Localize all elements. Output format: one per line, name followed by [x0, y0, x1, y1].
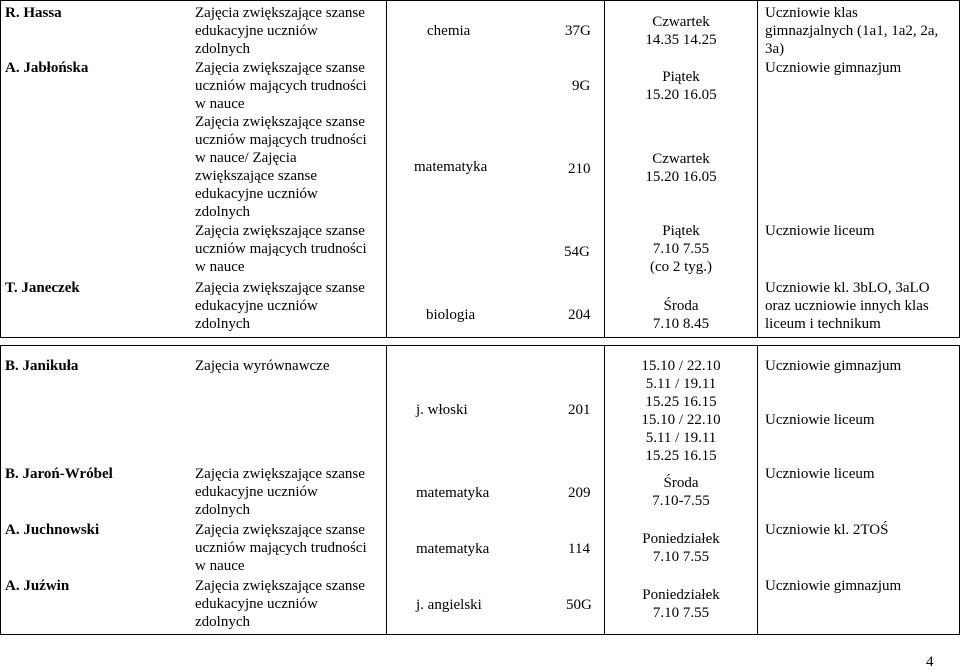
- subject: chemia: [427, 23, 471, 39]
- teacher-name: A. Jabłońska: [5, 60, 89, 76]
- activity-line: zdolnych: [195, 614, 250, 630]
- activity-line: Zajęcia zwiększające szanse: [195, 466, 365, 482]
- col-divider-7: [386, 345, 387, 634]
- activity-line: edukacyjne uczniów: [195, 484, 318, 500]
- activity-line: Zajęcia zwiększające szanse: [195, 60, 365, 76]
- subject: j. angielski: [416, 597, 482, 613]
- activity-line: Zajęcia zwiększające szanse: [195, 522, 365, 538]
- student-group: Uczniowie gimnazjum: [765, 358, 902, 374]
- activity-line: edukacyjne uczniów: [195, 298, 318, 314]
- group-line: oraz uczniowie innych klas: [765, 298, 929, 314]
- activity-line: w nauce/ Zajęcia: [195, 150, 297, 166]
- activity-line: Zajęcia zwiększające szanse: [195, 5, 365, 21]
- time-line: 14.35 14.25: [645, 32, 717, 48]
- time-line: Czwartek: [652, 14, 710, 30]
- time-line: 7.10 7.55: [652, 241, 710, 257]
- activity-line: uczniów mających trudności: [195, 241, 367, 257]
- activity-line: zdolnych: [195, 204, 250, 220]
- time-line: 7.10 7.55: [652, 605, 710, 621]
- time-line: Poniedziałek: [642, 587, 720, 603]
- group-line: Uczniowie klas: [765, 5, 858, 21]
- activity-line: zdolnych: [195, 41, 250, 57]
- student-group: Uczniowie kl. 2TOŚ: [765, 522, 889, 538]
- student-group: Uczniowie gimnazjum: [765, 578, 902, 594]
- activity-line: w nauce: [195, 259, 245, 275]
- room-number: 9G: [572, 78, 591, 94]
- group-line: Uczniowie kl. 3bLO, 3aLO: [765, 280, 930, 296]
- activity-line: zdolnych: [195, 502, 250, 518]
- time-line: Piątek: [662, 223, 700, 239]
- col-divider-8: [604, 345, 605, 634]
- activity-line: Zajęcia zwiększające szanse: [195, 223, 365, 239]
- time-line: 15.25 16.15: [645, 394, 717, 410]
- time-line: 5.11 / 19.11: [645, 430, 717, 446]
- time-line: Poniedziałek: [642, 531, 720, 547]
- room-number: 114: [568, 541, 590, 557]
- room-number: 201: [568, 402, 591, 418]
- group-line: liceum i technikum: [765, 316, 881, 332]
- col-divider-4: [757, 0, 758, 337]
- activity-line: w nauce: [195, 96, 245, 112]
- col-divider-9: [757, 345, 758, 634]
- activity-line: uczniów mających trudności: [195, 78, 367, 94]
- student-group: Uczniowie liceum: [765, 223, 875, 239]
- time-line: 15.25 16.15: [645, 448, 717, 464]
- room-number: 37G: [565, 23, 591, 39]
- room-number: 54G: [564, 244, 590, 260]
- time-line: 15.10 / 22.10: [641, 358, 721, 374]
- table-border-top: [0, 0, 960, 1]
- group-line: 3a): [765, 41, 785, 57]
- room-number: 209: [568, 485, 591, 501]
- time-line: 7.10-7.55: [652, 493, 710, 509]
- subject: biologia: [426, 307, 476, 323]
- time-line: Środa: [663, 475, 699, 491]
- time-line: Środa: [663, 298, 699, 314]
- activity-line: edukacyjne uczniów: [195, 23, 318, 39]
- student-group: Uczniowie liceum: [765, 466, 875, 482]
- time-line: 15.20 16.05: [645, 87, 717, 103]
- teacher-name: A. Juchnowski: [5, 522, 100, 538]
- activity-line: zwiększające szanse: [195, 168, 318, 184]
- time-line: 15.10 / 22.10: [641, 412, 721, 428]
- activity-line: edukacyjne uczniów: [195, 596, 318, 612]
- group-line: gimnazjalnych (1a1, 1a2, 2a,: [765, 23, 939, 39]
- teacher-name: T. Janeczek: [5, 280, 80, 296]
- time-line: Czwartek: [652, 151, 710, 167]
- time-line: 7.10 8.45: [652, 316, 710, 332]
- subject: matematyka: [416, 541, 490, 557]
- table-border-bottom: [0, 634, 960, 635]
- subject: matematyka: [416, 485, 490, 501]
- time-line: Piątek: [662, 69, 700, 85]
- activity-line: Zajęcia zwiększające szanse: [195, 280, 365, 296]
- col-divider-3: [604, 0, 605, 337]
- activity-line: edukacyjne uczniów: [195, 186, 318, 202]
- activity-line: uczniów mających trudności: [195, 540, 367, 556]
- activity-line: zdolnych: [195, 316, 250, 332]
- subject: j. włoski: [416, 402, 468, 418]
- time-line: 5.11 / 19.11: [645, 376, 717, 392]
- teacher-name: R. Hassa: [5, 5, 62, 21]
- activity-line: Zajęcia zwiększające szanse: [195, 114, 365, 130]
- time-line: 7.10 7.55: [652, 549, 710, 565]
- room-number: 50G: [566, 597, 592, 613]
- col-divider-6: [0, 345, 1, 634]
- activity-type: Zajęcia wyrównawcze: [195, 358, 330, 374]
- page-number: 4: [926, 654, 934, 670]
- student-group: Uczniowie gimnazjum: [765, 60, 902, 76]
- block2-top-border: [0, 345, 960, 346]
- room-number: 210: [568, 161, 591, 177]
- block1-bottom-border: [0, 337, 960, 338]
- teacher-name: A. Juźwin: [5, 578, 70, 594]
- activity-line: Zajęcia zwiększające szanse: [195, 578, 365, 594]
- time-line: 15.20 16.05: [645, 169, 717, 185]
- col-divider-1: [0, 0, 1, 337]
- time-line: (co 2 tyg.): [649, 259, 713, 275]
- col-divider-2: [386, 0, 387, 337]
- subject: matematyka: [414, 159, 488, 175]
- teacher-name: B. Janikuła: [5, 358, 79, 374]
- student-group: Uczniowie liceum: [765, 412, 875, 428]
- activity-line: uczniów mających trudności: [195, 132, 367, 148]
- activity-line: w nauce: [195, 558, 245, 574]
- teacher-name: B. Jaroń-Wróbel: [5, 466, 113, 482]
- room-number: 204: [568, 307, 591, 323]
